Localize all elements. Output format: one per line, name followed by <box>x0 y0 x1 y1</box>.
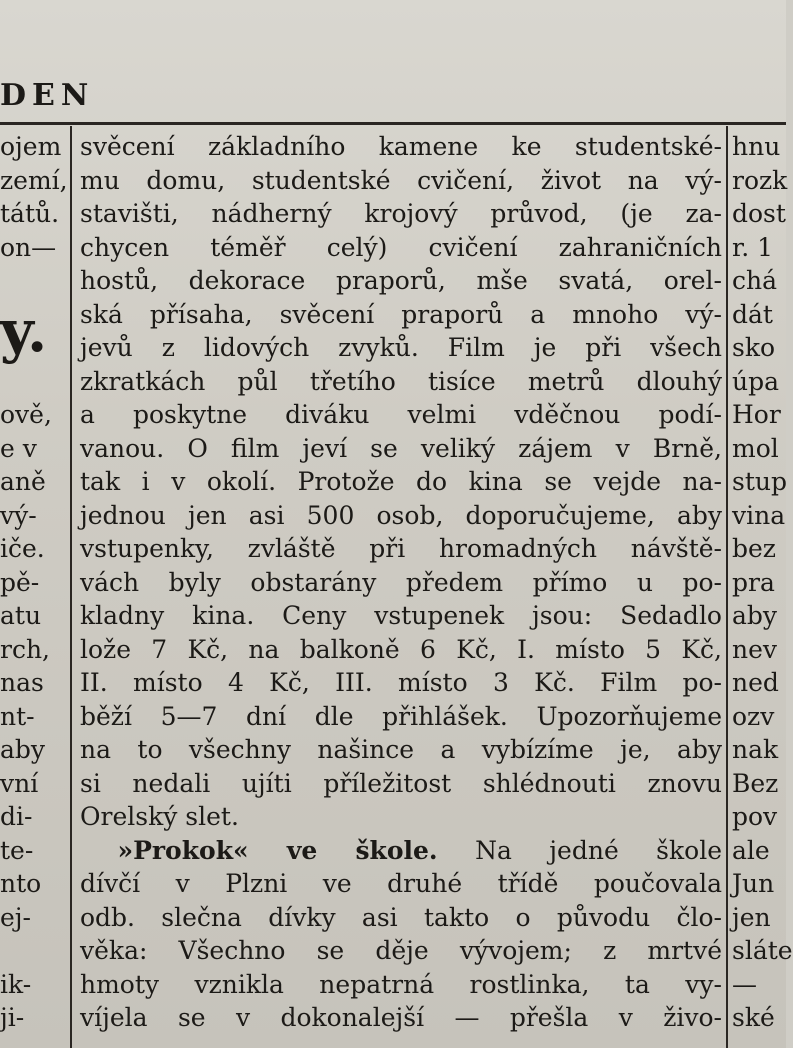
article-line: lože 7 Kč, na balkoně 6 Kč, I. místo 5 Kč, <box>80 634 722 664</box>
article-line: ská přísaha, svěcení praporů a mnoho vý- <box>80 299 722 329</box>
article-line: vách byly obstarány předem přímo u po- <box>80 567 722 597</box>
right-line: Jun <box>732 869 775 898</box>
right-line: pra <box>732 567 775 597</box>
left-spacer <box>0 264 66 298</box>
right-line: jen <box>732 902 771 932</box>
right-line: — <box>732 969 757 999</box>
left-line: aně <box>0 467 46 496</box>
article-line: hostů, dekorace praporů, mše svatá, orel- <box>80 266 722 295</box>
article-line: stavišti, nádherný krojový průvod, (je za- <box>80 199 722 228</box>
left-line: ej- <box>0 902 31 932</box>
left-line: atu <box>0 601 42 630</box>
left-line: nto <box>0 869 42 898</box>
right-line: ale <box>732 835 770 865</box>
left-line: vý- <box>0 500 37 530</box>
main-article-column <box>80 130 722 1035</box>
article-line: jednou jen asi 500 osob, doporučujeme, aby <box>80 500 722 530</box>
right-line: aby <box>732 601 778 630</box>
article-line: vanou. O film jeví se veliký zájem v Brně, <box>80 433 722 463</box>
left-line: vní <box>0 768 39 798</box>
article-line-rest: Na jedné škole <box>475 835 722 865</box>
article-line: odb. slečna dívky asi takto o původu člo- <box>80 902 722 932</box>
right-line: nev <box>732 634 778 664</box>
left-line: ji- <box>0 1003 25 1032</box>
right-line: ozv <box>732 701 775 731</box>
left-line: zemí, <box>0 165 68 195</box>
left-line: ik- <box>0 969 32 999</box>
headline-letter: y. <box>0 296 48 365</box>
article-line: jevů z lidových zvyků. Film je při všech <box>80 333 722 362</box>
article-line: a poskytne diváku velmi vděčnou podí- <box>80 400 722 429</box>
right-line: r. 1 <box>732 232 774 262</box>
left-line: pě- <box>0 567 40 597</box>
right-line: chá <box>732 266 778 295</box>
article-line: víjela se v dokonalejší — přešla v živo- <box>80 1003 722 1032</box>
article-line: Orelský slet. <box>80 802 239 831</box>
left-spacer <box>0 365 66 399</box>
right-line: sláte <box>732 936 793 965</box>
right-line: Hor <box>732 400 781 429</box>
article-line: kladny kina. Ceny vstupenek jsou: Sedadlo <box>80 601 722 630</box>
left-line: te- <box>0 835 34 865</box>
article-line: chycen téměř celý) cvičení zahraničních <box>80 232 722 262</box>
left-line: on— <box>0 232 57 262</box>
article-line: běží 5—7 dní dle přihlášek. Upozorňujeme <box>80 701 722 731</box>
article-line: vstupenky, zvláště při hromadných návště- <box>80 534 722 563</box>
right-line: nak <box>732 735 779 764</box>
article-heading: »Prokok« ve škole. <box>117 835 438 865</box>
right-line: úpa <box>732 366 780 396</box>
right-line: dost <box>732 199 786 228</box>
left-line: nas <box>0 668 44 697</box>
left-line: ojem <box>0 132 62 161</box>
article-line: věka: Všechno se děje vývojem; z mrtvé <box>80 936 722 965</box>
left-line: rch, <box>0 634 50 664</box>
left-line: ově, <box>0 400 52 429</box>
header-rule <box>0 122 786 125</box>
column-divider-right <box>726 126 728 1048</box>
article-line: svěcení základního kamene ke studentské- <box>80 132 722 161</box>
article-line: si nedali ujíti příležitost shlédnouti znovu <box>80 768 722 798</box>
left-line <box>0 934 66 968</box>
right-line: ské <box>732 1003 775 1032</box>
article-heading-line <box>80 834 722 868</box>
right-line: sko <box>732 333 776 362</box>
right-line: stup <box>732 467 787 496</box>
right-line: vina <box>732 500 786 530</box>
left-line: di- <box>0 802 33 831</box>
right-line: hnu <box>732 132 781 161</box>
right-line: bez <box>732 534 776 563</box>
right-line: Bez <box>732 768 779 798</box>
right-line: dát <box>732 299 773 329</box>
article-line: hmoty vznikla nepatrná rostlinka, ta vy- <box>80 969 722 999</box>
article-line: II. místo 4 Kč, III. místo 3 Kč. Film po- <box>80 668 722 697</box>
left-column <box>0 130 66 1035</box>
article-line: na to všechny našince a vybízíme je, aby <box>80 735 722 764</box>
right-column <box>732 130 793 1035</box>
left-line: e v <box>0 433 37 463</box>
article-line: mu domu, studentské cvičení, život na vý- <box>80 165 722 195</box>
masthead-fragment: DEN <box>0 78 95 113</box>
right-line: ned <box>732 668 779 697</box>
left-line: tátů. <box>0 199 60 228</box>
left-line: iče. <box>0 534 45 563</box>
right-line: pov <box>732 802 778 831</box>
right-line: rozk <box>732 165 788 195</box>
left-line: nt- <box>0 701 35 731</box>
right-line: mol <box>732 433 779 463</box>
left-line: aby <box>0 735 46 764</box>
article-line: tak i v okolí. Protože do kina se vejde na- <box>80 467 722 496</box>
article-line: zkratkách půl třetího tisíce metrů dlouhý <box>80 366 722 396</box>
article-line: dívčí v Plzni ve druhé třídě poučovala <box>80 869 722 898</box>
column-divider-left <box>70 126 72 1048</box>
